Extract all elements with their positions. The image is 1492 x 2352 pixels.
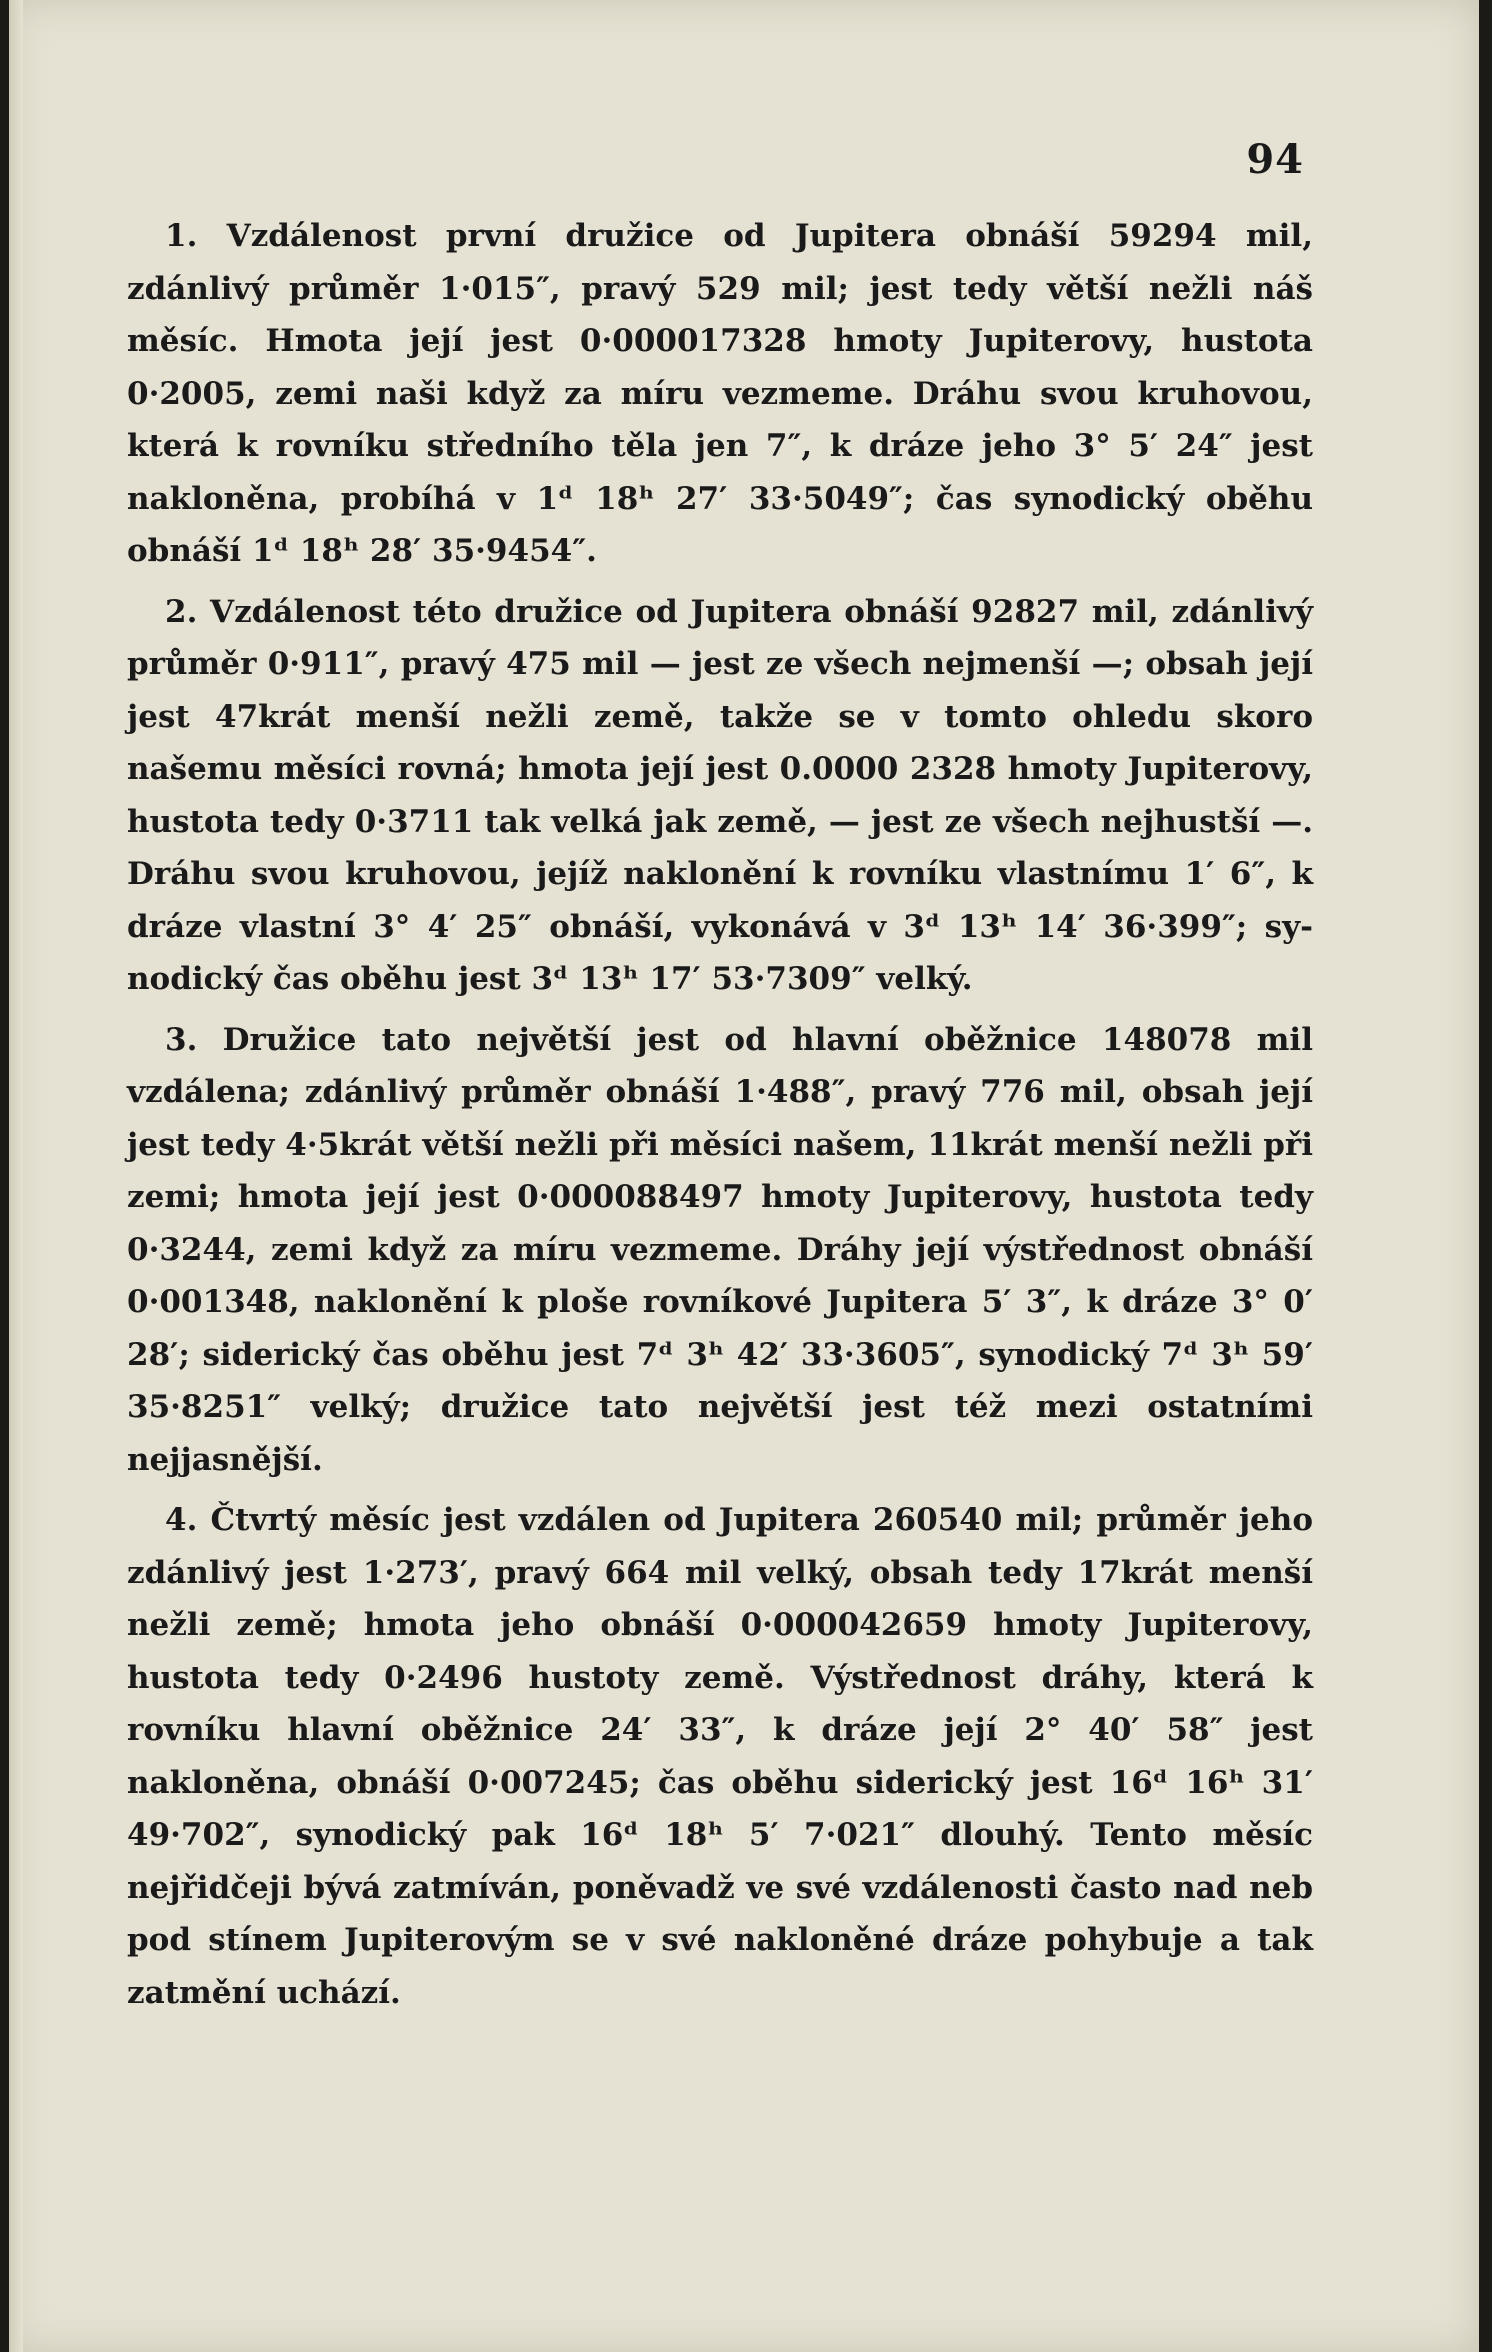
paragraph-first-moon: 1. Vzdálenost první družice od Jupitera obnáší 59294 mil, zdánlivý průměr 1·015″, pravý 529 mil; jest tedy větší nežli náš měsíc. Hmota její jest 0·000017328 hmoty Jupiterovy, hustota 0·2005, zemi naši když za míru vezmeme. Dráhu svou kruhovou, která k rovníku středního těla jen 7″, k dráze jeho 3° 5′ 24″ jest nakloněna, probíhá v 1ᵈ 18ʰ 27′ 33·5049″; čas synodický oběhu obnáší 1ᵈ 18ʰ 28′ 35·9454″. <box>127 218 1313 569</box>
page-number: 94 <box>1246 136 1304 183</box>
paragraph-second-moon: 2. Vzdálenost této družice od Jupitera obnáší 92827 mil, zdánlivý průměr 0·911″, pravý 475 mil — jest ze všech nejmenší —; obsah její jest 47krát menší nežli země, takže se v tomto ohledu skoro našemu měsíci rovná; hmota její jest 0.0000 2328 hmoty Jupiterovy, hustota tedy 0·3711 tak velká jak země, — jest ze všech nejhustší —. Dráhu svou kruhovou, jejíž naklonění k rovníku vlastnímu 1′ 6″, k dráze vlastní 3° 4′ 25″ obnáší, vykonává v 3ᵈ 13ʰ 14′ 36·399″; synodický čas oběhu jest 3ᵈ 13ʰ 17′ 53·7309″ velký. <box>127 593 1313 997</box>
paragraph-third-moon: 3. Družice tato největší jest od hlavní oběžnice 148078 mil vzdálena; zdánlivý průměr obnáší 1·488″, pravý 776 mil, obsah její jest tedy 4·5krát větší nežli při měsíci našem, 11krát menší nežli při zemi; hmota její jest 0·000088497 hmoty Jupiterovy, hustota tedy 0·3244, zemi když za míru vezmeme. Dráhy její výstřednost obnáší 0·001348, naklonění k ploše rovníkové Jupitera 5′ 3″, k dráze 3° 0′ 28′; siderický čas oběhu jest 7ᵈ 3ʰ 42′ 33·3605″, synodický 7ᵈ 3ʰ 59′ 35·8251″ velký; družice tato největší jest též mezi ostatními nejjasnější. <box>127 1021 1313 1478</box>
paragraph-fourth-moon: 4. Čtvrtý měsíc jest vzdálen od Jupitera 260540 mil; průměr jeho zdánlivý jest 1·273′, pravý 664 mil velký, obsah tedy 17krát menší nežli země; hmota jeho obnáší 0·000042659 hmoty Jupiterovy, hustota tedy 0·2496 hustoty země. Výstřednost dráhy, která k rovníku hlavní oběžnice 24′ 33″, k dráze její 2° 40′ 58″ jest nakloněna, obnáší 0·007245; čas oběhu siderický jest 16ᵈ 16ʰ 31′ 49·702″, synodický pak 16ᵈ 18ʰ 5′ 7·021″ dlouhý. Tento měsíc nejřidčeji bývá zatmíván, poněvadž ve své vzdálenosti často nad neb pod stínem Jupiterovým se v své nakloněné dráze pohybuje a tak zatmění uchází. <box>127 1502 1313 2011</box>
body-text <box>127 210 1313 2027</box>
page-binding-edge <box>9 0 23 2352</box>
book-page <box>9 0 1479 2352</box>
